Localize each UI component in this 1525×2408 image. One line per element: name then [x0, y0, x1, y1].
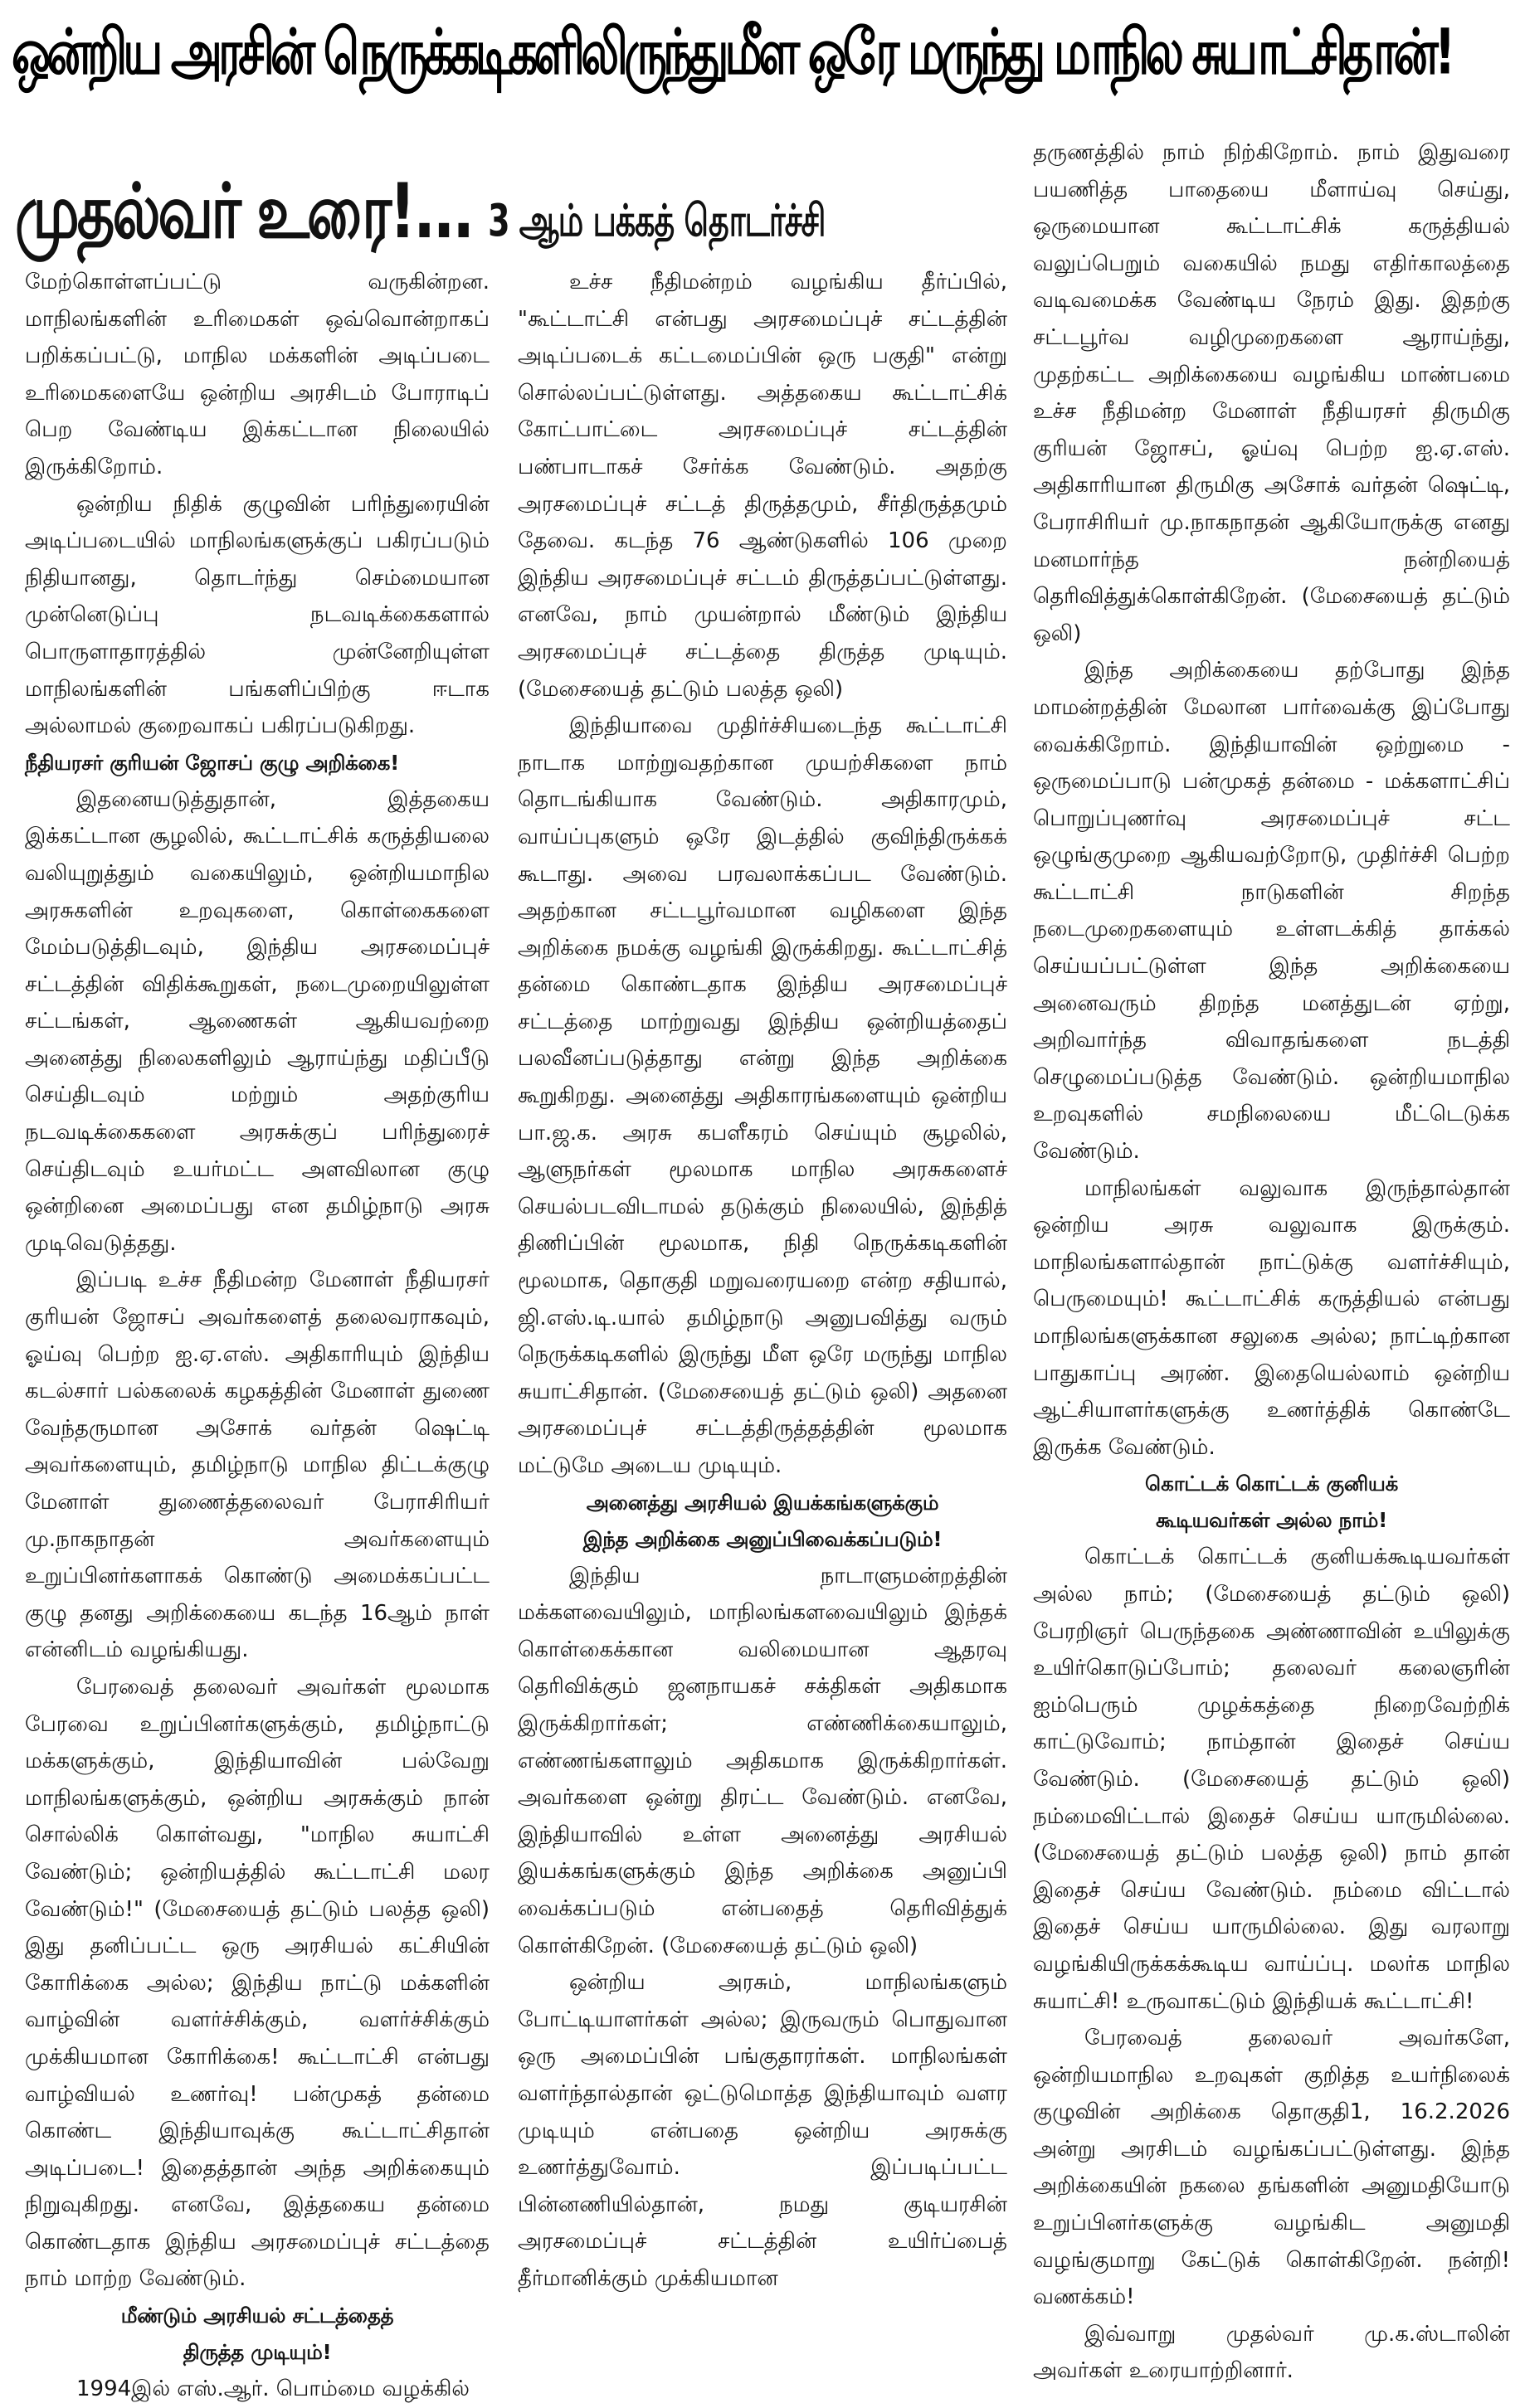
paragraph: ஒன்றிய அரசும், மாநிலங்களும் போட்டியாளர்கள் அல்ல; இருவரும் பொதுவான ஒரு அமைப்பின் பங்குதாரர்கள். மாநிலங்கள் வளர்ந்தால்தான் ஒட்டுமொத்த இந்தியாவும் வளர முடியும் என்பதை ஒன்றிய அரசுக்கு உணர்த்துவோம். இப்படிப்பட்ட பின்னணியில்தான், நமது குடியரசின் அரசமைப்புச் சட்டத்தின் உயிர்ப்பைத் தீர்மானிக்கும் முக்கியமான — [518, 1970, 1007, 2291]
paragraph: 1994இல் எஸ்.ஆர். பொம்மை வழக்கில் — [76, 2376, 470, 2402]
section-heading: திருத்த முடியும்! — [183, 2340, 332, 2365]
section-heading: கொட்டக் கொட்டக் குனியக் — [1145, 1472, 1398, 1496]
section-heading: கூடியவர்கள் அல்ல நாம்! — [1156, 1508, 1387, 1533]
section-heading: அனைத்து அரசியல் இயக்கங்களுக்கும் — [586, 1490, 939, 1515]
column-3 — [1033, 134, 1510, 2384]
paragraph: மேற்கொள்ளப்பட்டு வருகின்றன. மாநிலங்களின் உரிமைகள் ஒவ்வொன்றாகப் பறிக்கப்பட்டு, மாநில மக்களின் அடிப்படை உரிமைகளையே ஒன்றிய அரசிடம் போராடிப் பெற வேண்டிய இக்கட்டான நிலையில் இருக்கிறோம். — [25, 270, 490, 479]
paragraph: பேரவைத் தலைவர் அவர்களே, ஒன்றியமாநில உறவுகள் குறித்த உயர்நிலைக் குழுவின் அறிக்கை தொகுதி1, 16.2.2026 அன்று அரசிடம் வழங்கப்பட்டுள்ளது. இந்த அறிக்கையின் நகலை தங்களின் அனுமதியோடு உறுப்பினர்களுக்கு வழங்கிட அனுமதி வழங்குமாறு கேட்டுக் கொள்கிறேன். நன்றி! வணக்கம்! — [1033, 2026, 1510, 2310]
subhead-title: முதல்வர் உரை!... — [15, 167, 472, 256]
paragraph: பேரவைத் தலைவர் அவர்கள் மூலமாக பேரவை உறுப்பினர்களுக்கும், தமிழ்நாட்டு மக்களுக்கும், இந்தியாவின் பல்வேறு மாநிலங்களுக்கும், ஒன்றிய அரசுக்கும் நான் சொல்லிக் கொள்வது, "மாநில சுயாட்சி வேண்டும்; ஒன்றியத்தில் கூட்டாட்சி மலர வேண்டும்!" (மேசையைத் தட்டும் பலத்த ஒலி) இது தனிப்பட்ட ஒரு அரசியல் கட்சியின் கோரிக்கை அல்ல; இந்திய நாட்டு மக்களின் வாழ்வின் வளர்ச்சிக்கும், வளர்ச்சிக்கும் முக்கியமான கோரிக்கை! கூட்டாட்சி என்பது வாழ்வியல் உணர்வு! பன்முகத் தன்மை கொண்ட இந்தியாவுக்கு கூட்டாட்சிதான் அடிப்படை! இதைத்தான் அந்த அறிக்கையும் நிறுவுகிறது. எனவே, இத்தகைய தன்மை கொண்டதாக இந்திய அரசமைப்புச் சட்டத்தை நாம் மாற்ற வேண்டும். — [25, 1674, 490, 2292]
paragraph: இப்படி உச்ச நீதிமன்ற மேனாள் நீதியரசர் குரியன் ஜோசப் அவர்களைத் தலைவராகவும், ஓய்வு பெற்ற ஐ.ஏ.எஸ். அதிகாரியும் இந்திய கடல்சார் பல்கலைக் கழகத்தின் மேனாள் துணை வேந்தருமான அசோக் வர்தன் ஷெட்டி அவர்களையும், தமிழ்நாடு மாநில திட்டக்குழு மேனாள் துணைத்தலைவர் பேராசிரியர் மு.நாகநாதன் அவர்களையும் உறுப்பினர்களாகக் கொண்டு அமைக்கப்பட்ட குழு தனது அறிக்கையை கடந்த 16ஆம் நாள் என்னிடம் வழங்கியது. — [25, 1267, 490, 1663]
paragraph: இதனையடுத்துதான், இத்தகைய இக்கட்டான சூழலில், கூட்டாட்சிக் கருத்தியலை வலியுறுத்தும் வகையிலும், ஒன்றியமாநில அரசுகளின் உறவுகளை, கொள்கைகளை மேம்படுத்திடவும், இந்திய அரசமைப்புச் சட்டத்தின் விதிக்கூறுகள், நடைமுறையிலுள்ள சட்டங்கள், ஆணைகள் ஆகியவற்றை அனைத்து நிலைகளிலும் ஆராய்ந்து மதிப்பீடு செய்திடவும் மற்றும் அதற்குரிய நடவடிக்கைகளை அரசுக்குப் பரிந்துரைச் செய்திடவும் உயர்மட்ட அளவிலான குழு ஒன்றினை அமைப்பது என தமிழ்நாடு அரசு முடிவெடுத்தது. — [25, 786, 490, 1256]
headline: ஒன்றிய அரசின் நெருக்கடிகளிலிருந்துமீள ஒரே மருந்து மாநில சுயாட்சிதான்! — [12, 16, 1452, 90]
paragraph: இவ்வாறு முதல்வர் மு.க.ஸ்டாலின் அவர்கள் உரையாற்றினார். — [1033, 2321, 1510, 2384]
column-2 — [518, 264, 1007, 2337]
paragraph: கொட்டக் கொட்டக் குனியக்கூடியவர்கள் அல்ல நாம்; (மேசையைத் தட்டும் ஒலி) பேரறிஞர் பெருந்தகை அண்ணாவின் உயிலுக்கு உயிர்கொடுப்போம்; தலைவர் கலைஞரின் ஐம்பெரும் முழக்கத்தை நிறைவேற்றிக் காட்டுவோம்; நாம்தான் இதைச் செய்ய வேண்டும். (மேசையைத் தட்டும் ஒலி) நம்மைவிட்டால் இதைச் செய்ய யாருமில்லை. (மேசையைத் தட்டும் பலத்த ஒலி) நாம் தான் இதைச் செய்ய வேண்டும். நம்மை விட்டால் இதைச் செய்ய யாருமில்லை. இது வரலாறு வழங்கியிருக்கக்கூடிய வாய்ப்பு. மலர்க மாநில சுயாட்சி! உருவாகட்டும் இந்தியக் கூட்டாட்சி! — [1033, 1545, 1510, 2014]
section-heading: நீதியரசர் குரியன் ஜோசப் குழு அறிக்கை! — [25, 750, 399, 775]
paragraph: இந்திய நாடாளுமன்றத்தின் மக்களவையிலும், மாநிலங்களவையிலும் இந்தக் கொள்கைக்கான வலிமையான ஆதரவு தெரிவிக்கும் ஜனநாயகச் சக்திகள் அதிகமாக இருக்கிறார்கள்; எண்ணிக்கையாலும், எண்ணங்களாலும் அதிகமாக இருக்கிறார்கள். அவர்களை ஒன்று திரட்ட வேண்டும். எனவே, இந்தியாவில் உள்ள அனைத்து அரசியல் இயக்கங்களுக்கும் இந்த அறிக்கை அனுப்பி வைக்கப்படும் என்பதைத் தெரிவித்துக் கொள்கிறேன். (மேசையைத் தட்டும் ஒலி) — [518, 1563, 1007, 1958]
paragraph: இந்த அறிக்கையை தற்போது இந்த மாமன்றத்தின் மேலான பார்வைக்கு இப்போது வைக்கிறோம். இந்தியாவின் ஒற்றுமை - ஒருமைப்பாடு பன்முகத் தன்மை - மக்களாட்சிப் பொறுப்புணர்வு அரசமைப்புச் சட்ட ஒழுங்குமுறை ஆகியவற்றோடு, முதிர்ச்சி பெற்ற கூட்டாட்சி நாடுகளின் சிறந்த நடைமுறைகளையும் உள்ளடக்கித் தாக்கல் செய்யப்பட்டுள்ள இந்த அறிக்கையை அனைவரும் திறந்த மனத்துடன் ஏற்று, அறிவார்ந்த விவாதங்களை நடத்தி செழுமைப்படுத்த வேண்டும். ஒன்றியமாநில உறவுகளில் சமநிலையை மீட்டெடுக்க வேண்டும். — [1033, 658, 1510, 1165]
section-heading: இந்த அறிக்கை அனுப்பிவைக்கப்படும்! — [582, 1526, 943, 1551]
paragraph: ஒன்றிய நிதிக் குழுவின் பரிந்துரையின் அடிப்படையில் மாநிலங்களுக்குப் பகிரப்படும் நிதியானது, தொடர்ந்து செம்மையான முன்னெடுப்பு நடவடிக்கைகளால் பொருளாதாரத்தில் முன்னேறியுள்ள மாநிலங்களின் பங்களிப்பிற்கு ஈடாக அல்லாமல் குறைவாகப் பகிரப்படுகிறது. — [25, 491, 490, 739]
paragraph: உச்ச நீதிமன்றம் வழங்கிய தீர்ப்பில், "கூட்டாட்சி என்பது அரசமைப்புச் சட்டத்தின் அடிப்படைக் கட்டமைப்பின் ஒரு பகுதி" என்று சொல்லப்பட்டுள்ளது. அத்தகைய கூட்டாட்சிக் கோட்பாட்டை அரசமைப்புச் சட்டத்தின் பண்பாடாகச் சேர்க்க வேண்டும். அதற்கு அரசமைப்புச் சட்டத் திருத்தமும், சீர்திருத்தமும் தேவை. கடந்த 76 ஆண்டுகளில் 106 முறை இந்திய அரசமைப்புச் சட்டம் திருத்தப்பட்டுள்ளது. எனவே, நாம் முயன்றால் மீண்டும் இந்திய அரசமைப்புச் சட்டத்தை திருத்த முடியும். (மேசையைத் தட்டும் பலத்த ஒலி) — [518, 270, 1007, 702]
paragraph: தருணத்தில் நாம் நிற்கிறோம். நாம் இதுவரை பயணித்த பாதையை மீளாய்வு செய்து, ஒருமையான கூட்டாட்சிக் கருத்தியல் வலுப்பெறும் வகையில் நமது எதிர்காலத்தை வடிவமைக்க வேண்டிய நேரம் இது. இதற்கு சட்டபூர்வ வழிமுறைகளை ஆராய்ந்து, முதற்கட்ட அறிக்கையை வழங்கிய மாண்பமை உச்ச நீதிமன்ற மேனாள் நீதியரசர் திருமிகு குரியன் ஜோசப், ஓய்வு பெற்ற ஐ.ஏ.எஸ். அதிகாரியான திருமிகு அசோக் வர்தன் ஷெட்டி, பேராசிரியர் மு.நாகநாதன் ஆகியோருக்கு எனது மனமார்ந்த நன்றியைத் தெரிவித்துக்கொள்கிறேன். (மேசையைத் தட்டும் ஒலி) — [1033, 140, 1510, 646]
column-1 — [25, 264, 490, 2402]
section-heading: மீண்டும் அரசியல் சட்டத்தைத் — [120, 2303, 394, 2328]
paragraph: இந்தியாவை முதிர்ச்சியடைந்த கூட்டாட்சி நாடாக மாற்றுவதற்கான முயற்சிகளை நாம் தொடங்கியாக வேண்டும். அதிகாரமும், வாய்ப்புகளும் ஒரே இடத்தில் குவிந்திருக்கக் கூடாது. அவை பரவலாக்கப்பட வேண்டும். அதற்கான சட்டபூர்வமான வழிகளை இந்த அறிக்கை நமக்கு வழங்கி இருக்கிறது. கூட்டாட்சித் தன்மை கொண்டதாக இந்திய அரசமைப்புச் சட்டத்தை மாற்றுவது இந்திய ஒன்றியத்தைப் பலவீனப்படுத்தாது என்று இந்த அறிக்கை கூறுகிறது. அனைத்து அதிகாரங்களையும் ஒன்றிய பா.ஜ.க. அரசு கபளீகரம் செய்யும் சூழலில், ஆளுநர்கள் மூலமாக மாநில அரசுகளைச் செயல்படவிடாமல் தடுக்கும் நிலையில், இந்தித் திணிப்பின் மூலமாக, நிதி நெருக்கடிகளின் மூலமாக, தொகுதி மறுவரையறை என்ற சதியால், ஜி.எஸ்.டி.யால் தமிழ்நாடு அனுபவித்து வரும் நெருக்கடிகளில் இருந்து மீள ஒரே மருந்து மாநில சுயாட்சிதான். (மேசையைத் தட்டும் ஒலி) அதனை அரசமைப்புச் சட்டத்திருத்தத்தின் மூலமாக மட்டுமே அடைய முடியும். — [518, 713, 1007, 1478]
subhead — [15, 158, 1027, 265]
continuation-note: 3 ஆம் பக்கத் தொடர்ச்சி — [488, 195, 826, 246]
paragraph: மாநிலங்கள் வலுவாக இருந்தால்தான் ஒன்றிய அரசு வலுவாக இருக்கும். மாநிலங்களால்தான் நாட்டுக்கு வளர்ச்சியும், பெருமையும்! கூட்டாட்சிக் கருத்தியல் என்பது மாநிலங்களுக்கான சலுகை அல்ல; நாட்டிற்கான பாதுகாப்பு அரண். இதையெல்லாம் ஒன்றிய ஆட்சியாளர்களுக்கு உணர்த்திக் கொண்டே இருக்க வேண்டும். — [1033, 1175, 1510, 1460]
